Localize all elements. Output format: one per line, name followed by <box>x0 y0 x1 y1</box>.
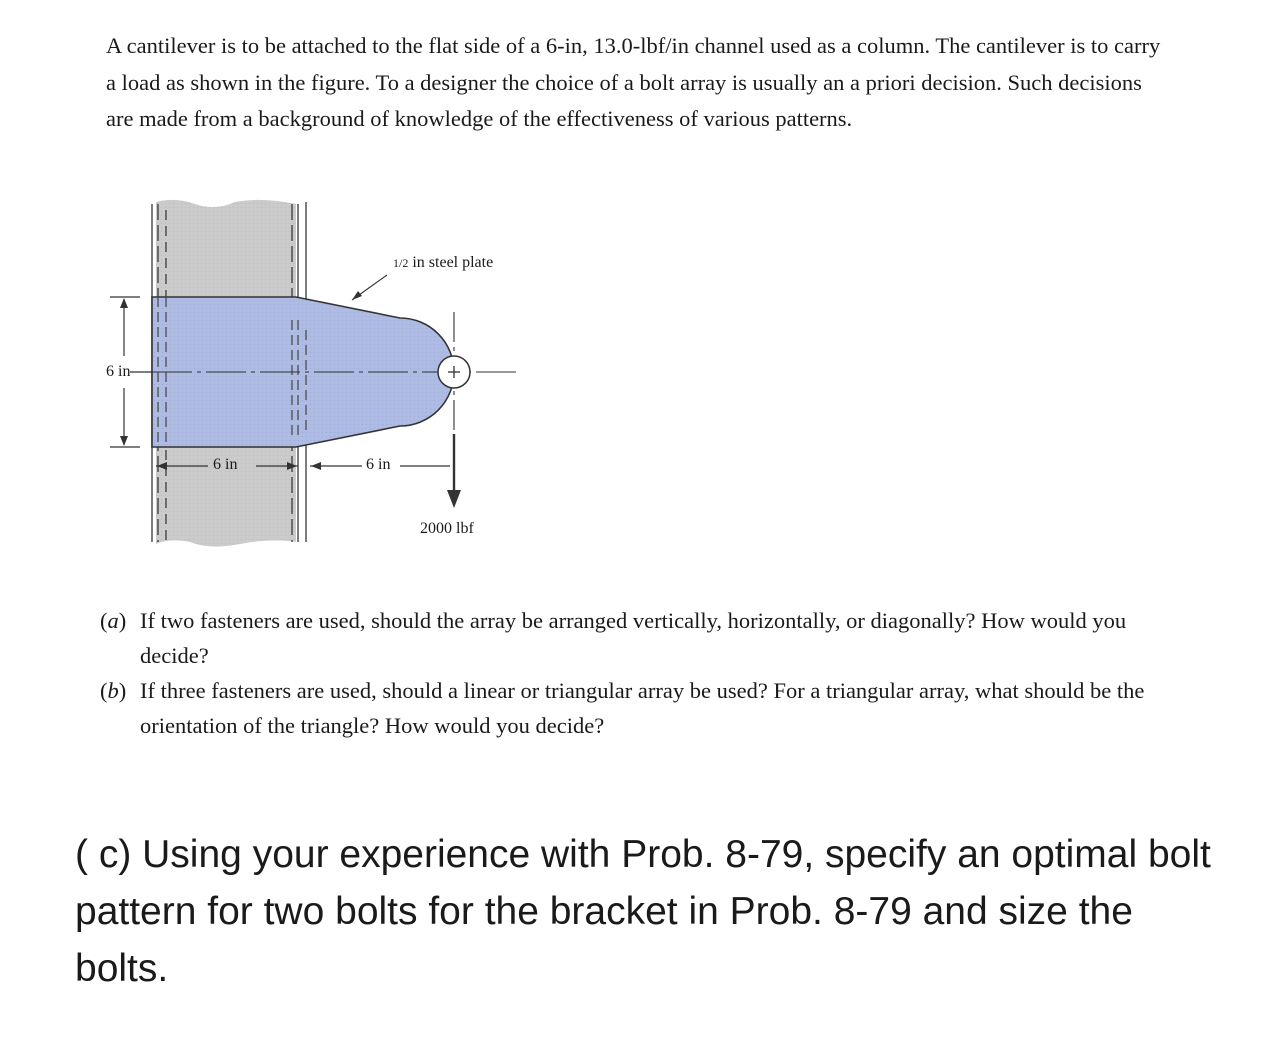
plate-label <box>393 254 493 272</box>
plate-label-text: in steel plate <box>412 254 494 271</box>
width-left-dimension-label: 6 in <box>213 456 238 473</box>
question-letter: a <box>107 608 119 633</box>
question-text: If two fasteners are used, should the array be arranged vertically, horizontally, or diagonally? How would you decide? <box>140 608 1127 668</box>
load-arrow <box>447 434 461 508</box>
question-a: (a) If two fasteners are used, should the array be arranged vertically, horizontally, or diagonally? How would you decide? <box>100 608 1127 668</box>
question-list <box>100 603 1180 743</box>
load-label: 2000 lbf <box>420 520 474 537</box>
question-letter: b <box>107 678 119 703</box>
question-text: If three fasteners are used, should a linear or triangular array be used? For a triangular array, what should be the orientation of the triangle? How would you decide? <box>140 678 1145 738</box>
question-b: (b) If three fasteners are used, should a linear or triangular array be used? For a triangular array, what should be the orientation of the triangle? How would you decide? <box>100 678 1145 738</box>
problem-intro: A cantilever is to be attached to the flat side of a 6-in, 13.0-lbf/in channel used as a column. The cantilever is to carry a load as shown in the figure. To a designer the choice of a bolt array is usually an a priori decision. Such decisions are made from a background of knowledge of the effectiveness of various patterns. <box>106 33 1161 131</box>
question-c: ( c) Using your experience with Prob. 8-79, specify an optimal bolt pattern for two bolts for the bracket in Prob. 8-79 and size the bolts. <box>75 833 1211 990</box>
figure-drawing <box>100 190 560 560</box>
plate-fraction: 1/2 <box>393 256 409 271</box>
height-dimension-label: 6 in <box>106 363 131 380</box>
width-right-dimension-label: 6 in <box>366 456 391 473</box>
cantilever-figure <box>100 190 560 560</box>
